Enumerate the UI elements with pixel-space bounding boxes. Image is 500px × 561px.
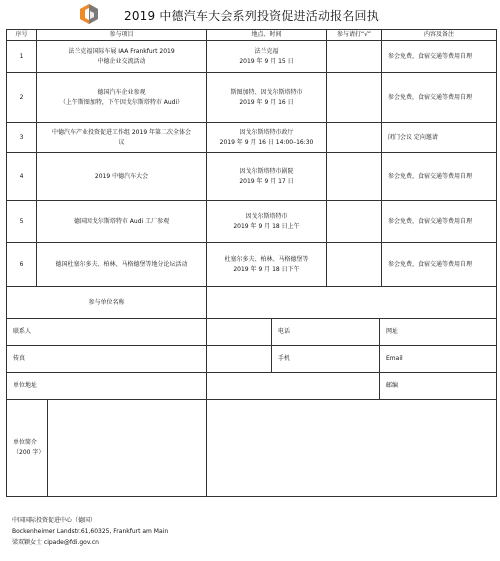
- address-row: [7, 373, 497, 400]
- row-check-cell[interactable]: [327, 41, 382, 73]
- row-no: 2: [7, 73, 37, 123]
- table-header-row: [7, 30, 497, 41]
- table-row: [7, 73, 497, 123]
- org-name-field[interactable]: [207, 287, 497, 319]
- col-header-project: 参与项目: [37, 30, 207, 41]
- row-place-time: 法兰克福 2019 年 9 月 15 日: [207, 41, 327, 73]
- row-no: 3: [7, 123, 37, 153]
- col-header-place-time: 地点、时间: [207, 30, 327, 41]
- footer-contact-person: 梁双颖女士 cipade@fdi.gov.cn: [12, 539, 99, 546]
- row-project: 德国汽车企业参观 （上午斯图加特，下午因戈尔斯塔特市 Audi）: [37, 73, 207, 123]
- row-project: 德国因戈尔斯塔特市 Audi 工厂参观: [37, 201, 207, 243]
- row-check-cell[interactable]: [327, 123, 382, 153]
- org-name-row: [7, 287, 497, 319]
- row-no: 6: [7, 243, 37, 287]
- header: [0, 0, 500, 30]
- table-row: [7, 41, 497, 73]
- row-place-time: 斯图加特、因戈尔斯塔特市 2019 年 9 月 16 日: [207, 73, 327, 123]
- col-header-note: 内容及备注: [382, 30, 497, 41]
- address-label: 单位地址: [7, 373, 207, 400]
- address-field[interactable]: [207, 373, 380, 399]
- email-label: Email: [386, 355, 403, 362]
- row-check-cell[interactable]: [327, 243, 382, 287]
- row-note: 参会免费，食宿交通等费用自理: [382, 73, 497, 123]
- fax-field[interactable]: [207, 346, 272, 372]
- table-row: [7, 201, 497, 243]
- fax-label: 传真: [7, 346, 207, 373]
- row-place-time: 杜塞尔多夫、柏林、马格德堡等 2019 年 9 月 18 日下午: [207, 243, 327, 287]
- phone-label: 电话: [272, 319, 380, 345]
- postcode-label: 邮编: [386, 382, 399, 389]
- row-no: 1: [7, 41, 37, 73]
- row-note: 参会免费，食宿交通等费用自理: [382, 153, 497, 201]
- table-row: [7, 243, 497, 287]
- row-project: 2019 中德汽车大会: [37, 153, 207, 201]
- row-note: 闭门会议 定向邀请: [382, 123, 497, 153]
- row-no: 5: [7, 201, 37, 243]
- row-note: 参会免费，食宿交通等费用自理: [382, 201, 497, 243]
- table-row: [7, 153, 497, 201]
- website-label: 网址: [386, 328, 399, 335]
- col-header-no: 序号: [7, 30, 37, 41]
- row-place-time: 因戈尔斯塔特市剧院 2019 年 9 月 17 日: [207, 153, 327, 201]
- row-check-cell[interactable]: [327, 73, 382, 123]
- row-project: 德国杜塞尔多夫、柏林、马格德堡等地分论坛活动: [37, 243, 207, 287]
- footer-org: 中国国际投资促进中心（德国）: [12, 517, 97, 524]
- org-name-label: 参与单位名称: [7, 287, 207, 319]
- fax-row: [7, 346, 497, 373]
- table-row: [7, 123, 497, 153]
- row-place-time: 因戈尔斯塔特市政厅 2019 年 9 月 16 日 14:00–16:30: [207, 123, 327, 153]
- contact-label: 联系人: [7, 319, 207, 346]
- row-note: 参会免费，食宿交通等费用自理: [382, 41, 497, 73]
- registration-table: [6, 29, 497, 497]
- row-check-cell[interactable]: [327, 153, 382, 201]
- contact-row: [7, 319, 497, 346]
- footer-address: Bockenheimer Landstr.61,60325, Frankfurt am Main: [12, 528, 169, 535]
- company-logo-icon: [78, 3, 100, 25]
- row-place-time: 因戈尔斯塔特市 2019 年 9 月 18 日上午: [207, 201, 327, 243]
- row-project: 法兰克福国际车展 IAA Frankfurt 2019 中德企业交流活动: [37, 41, 207, 73]
- row-project: 中德汽车产业投资促进工作组 2019 年第二次全体会 议: [37, 123, 207, 153]
- col-header-check: 参与请打“√”: [327, 30, 382, 41]
- intro-row: [7, 400, 497, 497]
- page-title: 2019 中德汽车大会系列投资促进活动报名回执: [124, 9, 379, 23]
- row-note: 参会免费，食宿交通等费用自理: [382, 243, 497, 287]
- footer-contact: [12, 515, 168, 548]
- row-check-cell[interactable]: [327, 201, 382, 243]
- intro-label: 单位简介 （200 字）: [7, 400, 207, 497]
- intro-field[interactable]: [207, 400, 497, 497]
- mobile-label: 手机: [272, 346, 380, 372]
- row-no: 4: [7, 153, 37, 201]
- contact-field[interactable]: [207, 319, 272, 345]
